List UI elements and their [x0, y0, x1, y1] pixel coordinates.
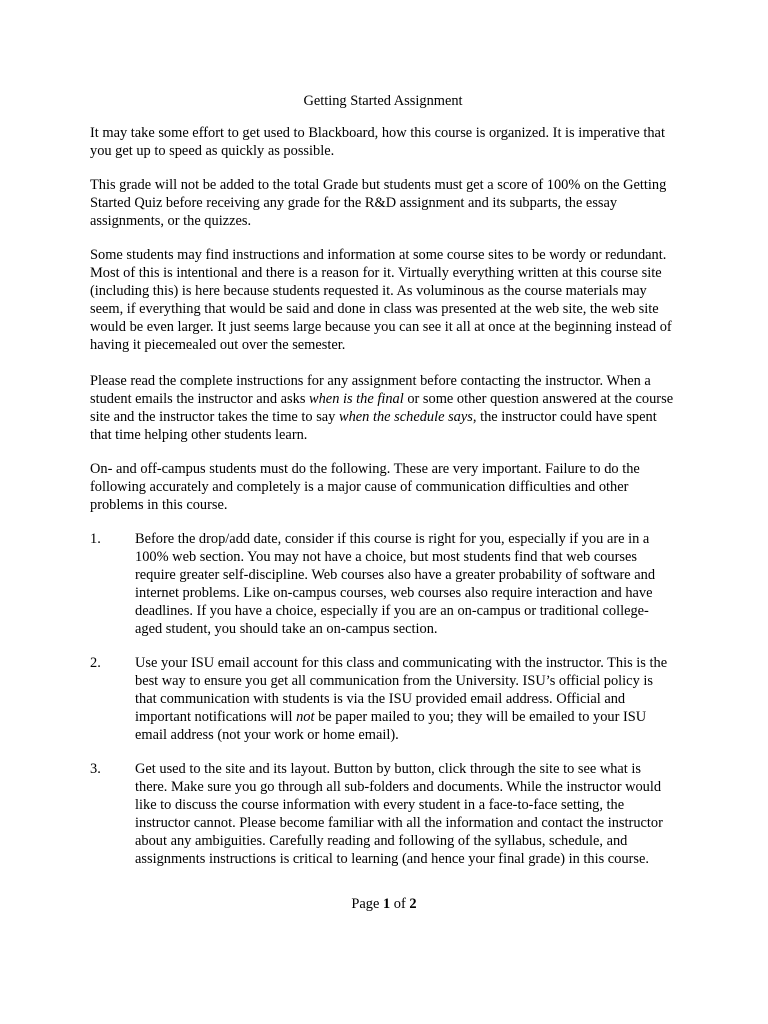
list-item-text: Get used to the site and its layout. Button by button, click through the site to see what is there. Make sure you go through all sub-folders and documents. While the instructor would like to discuss the course information with every student in a face-to-face setting, the instructor cannot. Please become familiar with all the information and contact the instructor about any ambiguities. Carefully reading and following of the syllabus, schedule, and assignments instructions is critical to learning (and hence your final grade) in this course.	[135, 761, 663, 867]
list-item-text	[135, 654, 676, 744]
paragraph-requirements: On- and off-campus students must do the following. These are very important. Failure to do the following accurately and completely is a major cause of communication difficulties and other problems in this course.	[90, 461, 640, 513]
p4-emphasis-schedule: when the schedule says	[338, 409, 473, 425]
list-number: 2.	[90, 655, 101, 671]
page-footer	[0, 895, 768, 913]
list-item	[90, 760, 676, 868]
of-label: of	[393, 896, 406, 912]
p4-text-a: Please read the complete instructions for any assignment before contacting the instructor. When a student emails the instructor and asks	[90, 373, 651, 407]
paragraph-grade: This grade will not be added to the total Grade but students must get a score of 100% on the Getting Started Quiz before receiving any grade for the R&D assignment and its subparts, the essay assignments, or the quizzes.	[90, 177, 667, 229]
document-title: Getting Started Assignment	[303, 93, 463, 109]
item2-emphasis-not: not	[296, 709, 315, 725]
list-item-text: Before the drop/add date, consider if this course is right for you, especially if you are in a 100% web section. You may not have a choice, but most students find that web courses require greater self-discipline. Web courses also have a greater probability of software and internet problems. Like on-campus courses, web courses also require interaction and have deadlines. If you have a choice, especially if you are an on-campus or traditional college-aged student, you should take an on-campus section.	[135, 531, 656, 637]
paragraph-intro: It may take some effort to get used to Blackboard, how this course is organized. It is imperative that you get up to speed as quickly as possible.	[90, 125, 665, 159]
document-page	[90, 92, 676, 884]
list-item	[90, 530, 676, 638]
numbered-list	[90, 530, 676, 868]
list-item	[90, 654, 676, 744]
total-page-count: 2	[409, 896, 417, 912]
paragraph-instructions	[90, 372, 676, 444]
p4-text-b: or some other question answered at the course site and the instructor takes the time to say	[90, 391, 674, 425]
page-label: Page	[351, 896, 380, 912]
p4-emphasis-final: when is the final	[309, 391, 404, 407]
paragraph-wordy: Some students may find instructions and information at some course sites to be wordy or redundant. Most of this is intentional and there is a reason for it. Virtually everything written at this course site (including this) is here because students requested it. As voluminous as the course materials may seem, if everything that would be said and done in class was presented at the web site, the web site would be even larger. It just seems large because you can see it all at once at the beginning instead of having it piecemealed out over the semester.	[90, 247, 672, 353]
item2-text-a: Use your ISU email account for this class and communicating with the instructor. This is the best way to ensure you get all communication from the University. ISU’s official policy is that communication with students is via the ISU provided email address. Official and important notifications will	[135, 655, 668, 725]
list-number: 1.	[90, 531, 101, 547]
item2-text-b: be paper mailed to you; they will be emailed to your ISU email address (not your work or home email).	[135, 709, 647, 743]
current-page-number: 1	[382, 896, 391, 912]
p4-text-c: , the instructor could have spent that time helping other students learn.	[90, 409, 657, 443]
list-number: 3.	[90, 761, 101, 777]
